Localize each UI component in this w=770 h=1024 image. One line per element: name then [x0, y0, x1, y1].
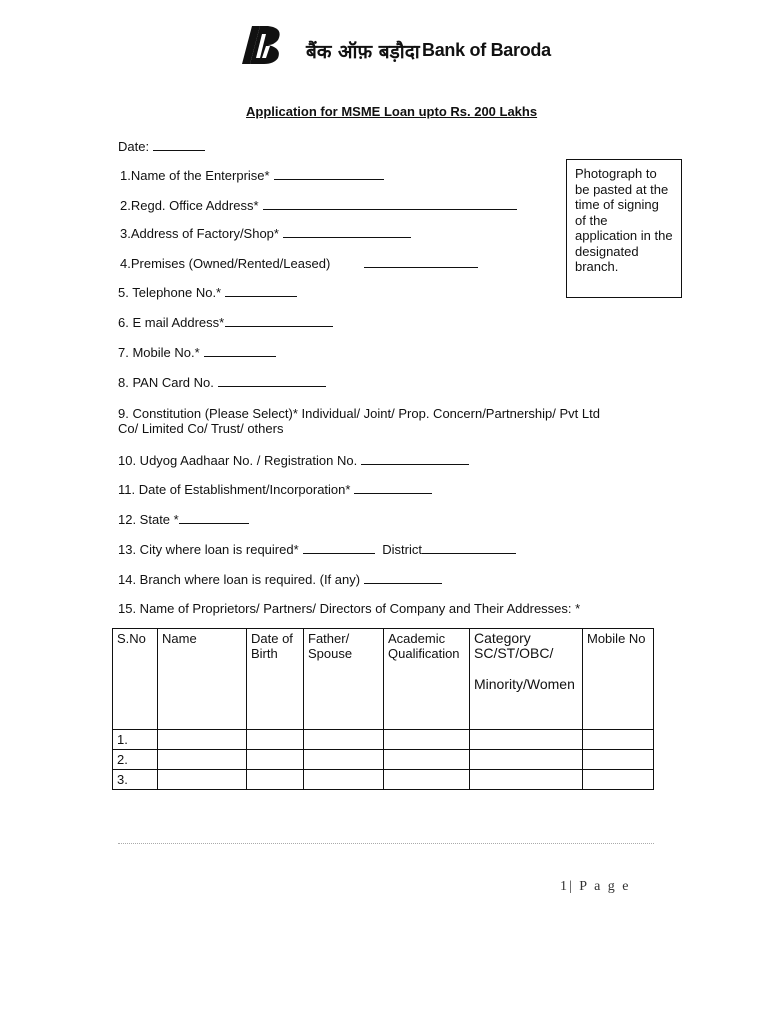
enterprise-name-blank[interactable] [274, 167, 384, 180]
cell-dob[interactable] [247, 730, 304, 750]
district-blank[interactable] [422, 541, 516, 554]
telephone-blank[interactable] [225, 284, 297, 297]
header-academic: Academic Qualification [384, 629, 470, 730]
cell-academic[interactable] [384, 730, 470, 750]
state-blank[interactable] [179, 511, 249, 524]
field-telephone [118, 284, 297, 300]
mobile-label: 7. Mobile No.* [118, 345, 200, 360]
regd-office-label: 2.Regd. Office Address* [120, 198, 259, 213]
date-row [118, 138, 205, 154]
pan-label: 8. PAN Card No. [118, 375, 214, 390]
cell-mobile[interactable] [583, 750, 654, 770]
premises-label: 4.Premises (Owned/Rented/Leased) [120, 256, 331, 271]
header-dob: Date of Birth [247, 629, 304, 730]
pan-blank[interactable] [218, 374, 326, 387]
telephone-label: 5. Telephone No.* [118, 285, 222, 300]
field-branch [118, 571, 442, 587]
mobile-blank[interactable] [204, 344, 276, 357]
city-blank[interactable] [303, 541, 375, 554]
field-city-district [118, 541, 516, 557]
city-label: 13. City where loan is required* [118, 542, 299, 557]
premises-blank[interactable] [364, 255, 478, 268]
udyog-aadhaar-blank[interactable] [361, 452, 469, 465]
logo-english-text: Bank of Baroda [422, 40, 551, 60]
logo-hindi-text: बैंक ऑफ़ बड़ौदा [306, 41, 420, 63]
row-sno: 1. [113, 730, 158, 750]
cell-academic[interactable] [384, 750, 470, 770]
field-directors-heading: 15. Name of Proprietors/ Partners/ Directors of Company and Their Addresses: * [118, 601, 581, 616]
photograph-instructions: Photograph to be pasted at the time of signing of the application in the designated branch. [575, 166, 673, 274]
field-email [118, 314, 333, 330]
cell-mobile[interactable] [583, 730, 654, 750]
cell-mobile[interactable] [583, 770, 654, 790]
field-establishment-date [118, 481, 432, 497]
field-mobile [118, 344, 276, 360]
cell-dob[interactable] [247, 750, 304, 770]
field-enterprise-name [120, 167, 384, 183]
field-state [118, 511, 249, 527]
establishment-date-blank[interactable] [354, 481, 432, 494]
header-category-line2: SC/ST/OBC/ [474, 645, 554, 661]
header-category [470, 629, 583, 730]
date-label: Date: [118, 139, 150, 154]
field-factory-address [120, 225, 411, 241]
bank-of-baroda-logo-icon [238, 22, 290, 66]
page-number [560, 879, 631, 895]
cell-name[interactable] [158, 750, 247, 770]
state-label: 12. State * [118, 512, 179, 527]
field-premises [120, 255, 478, 271]
factory-address-blank[interactable] [283, 225, 411, 238]
enterprise-name-label: 1.Name of the Enterprise* [120, 168, 270, 183]
district-label: District [382, 542, 422, 557]
footer-divider [118, 843, 654, 844]
table-row [113, 750, 654, 770]
cell-father-spouse[interactable] [304, 770, 384, 790]
cell-category[interactable] [470, 730, 583, 750]
cell-name[interactable] [158, 730, 247, 750]
cell-category[interactable] [470, 770, 583, 790]
directors-table [112, 628, 654, 790]
email-label: 6. E mail Address* [118, 315, 225, 330]
table-row [113, 770, 654, 790]
form-title: Application for MSME Loan upto Rs. 200 Lakhs [246, 104, 538, 119]
photograph-box [566, 159, 682, 298]
cell-dob[interactable] [247, 770, 304, 790]
field-regd-office [120, 197, 517, 213]
field-constitution-line2: Co/ Limited Co/ Trust/ others [118, 421, 284, 436]
cell-father-spouse[interactable] [304, 750, 384, 770]
row-sno: 3. [113, 770, 158, 790]
page-number-value: 1 [560, 879, 569, 894]
date-blank[interactable] [153, 138, 205, 151]
cell-academic[interactable] [384, 770, 470, 790]
field-constitution-line1: 9. Constitution (Please Select)* Individual/ Joint/ Prop. Concern/Partnership/ Pvt Ltd [118, 406, 600, 421]
table-header-row [113, 629, 654, 730]
establishment-date-label: 11. Date of Establishment/Incorporation* [118, 482, 351, 497]
header-father-spouse: Father/ Spouse [304, 629, 384, 730]
cell-category[interactable] [470, 750, 583, 770]
cell-father-spouse[interactable] [304, 730, 384, 750]
branch-blank[interactable] [364, 571, 442, 584]
email-blank[interactable] [225, 314, 333, 327]
branch-label: 14. Branch where loan is required. (If any) [118, 572, 361, 587]
header-mobile: Mobile No [583, 629, 654, 730]
header-name: Name [158, 629, 247, 730]
page-label: | P a g e [569, 879, 631, 894]
header-sno: S.No [113, 629, 158, 730]
field-udyog-aadhaar [118, 452, 469, 468]
udyog-aadhaar-label: 10. Udyog Aadhaar No. / Registration No. [118, 453, 358, 468]
field-pan [118, 374, 326, 390]
regd-office-blank[interactable] [263, 197, 517, 210]
table-row [113, 730, 654, 750]
header-category-line1: Category [474, 630, 531, 646]
factory-address-label: 3.Address of Factory/Shop* [120, 226, 279, 241]
row-sno: 2. [113, 750, 158, 770]
header-category-line3: Minority/Women [474, 676, 575, 692]
cell-name[interactable] [158, 770, 247, 790]
